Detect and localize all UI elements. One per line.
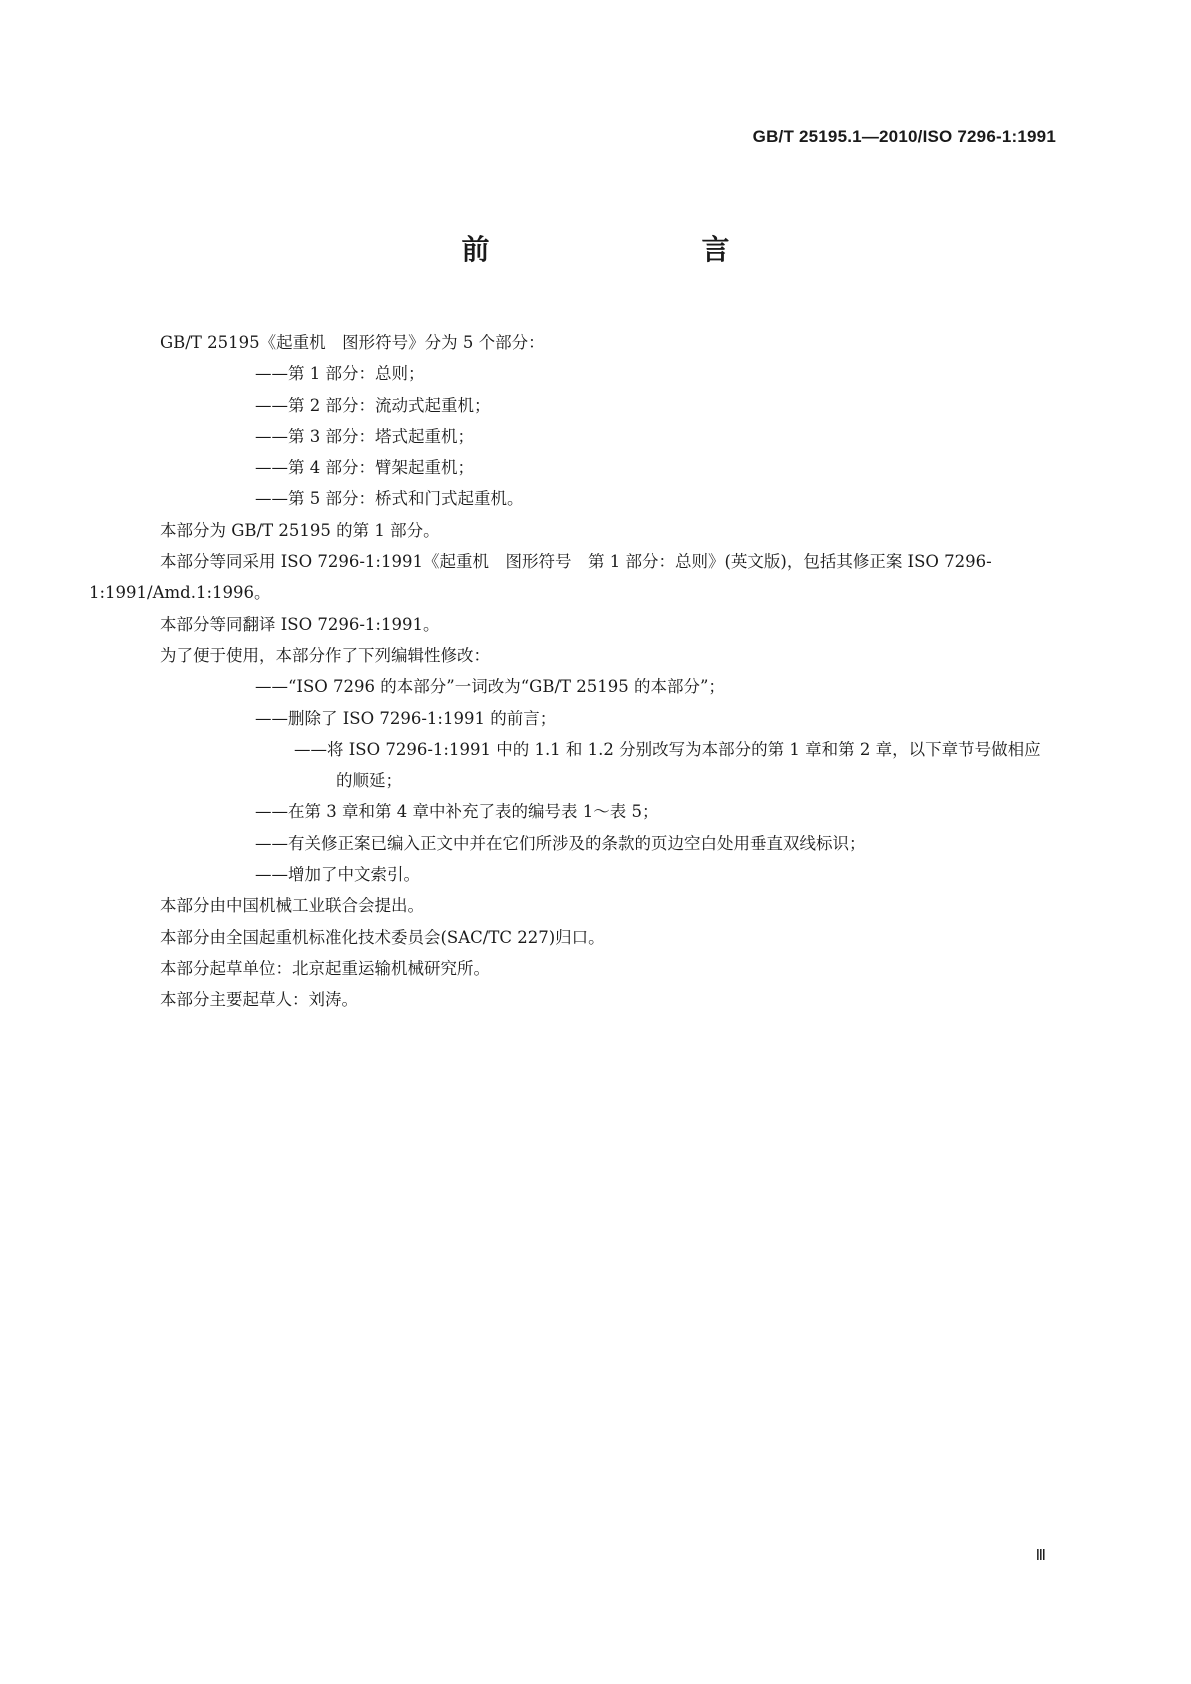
list-item-change-amendments: ——有关修正案已编入正文中并在它们所涉及的条款的页边空白处用垂直双线标识； — [255, 833, 866, 853]
document-id-header: GB/T 25195.1—2010/ISO 7296-1:1991 — [752, 127, 1056, 146]
list-item-change-term: ——“ISO 7296 的本部分”一词改为“GB/T 25195 的本部分”； — [255, 677, 725, 697]
paragraph-adoption: 本部分等同采用 ISO 7296-1:1991《起重机 图形符号 第 1 部分：总则》(英文版)，包括其修正案 ISO 7296-1:1991/Amd.1:1996。 — [89, 552, 992, 603]
list-item-change-clauses: ——将 ISO 7296-1:1991 中的 1.1 和 1.2 分别改写为本部分的第 1 章和第 2 章，以下章节号做相应的顺延； — [294, 739, 1041, 791]
paragraph-drafting-unit: 本部分起草单位：北京起重运输机械研究所。 — [160, 958, 490, 978]
paragraph-managed-by: 本部分由全国起重机标准化技术委员会(SAC/TC 227)归口。 — [160, 927, 605, 947]
list-item-part-5: ——第 5 部分：桥式和门式起重机。 — [255, 489, 524, 509]
paragraph-translation: 本部分等同翻译 ISO 7296-1:1991。 — [160, 614, 440, 634]
page-number: Ⅲ — [1035, 1546, 1045, 1564]
paragraph-drafter: 本部分主要起草人：刘涛。 — [160, 990, 358, 1010]
list-item-part-3: ——第 3 部分：塔式起重机； — [255, 426, 474, 446]
list-item-part-2: ——第 2 部分：流动式起重机； — [255, 395, 491, 415]
list-item-change-foreword: ——删除了 ISO 7296-1:1991 的前言； — [255, 708, 557, 728]
page-title: 前 言 — [461, 233, 782, 266]
paragraph-parts-intro: GB/T 25195《起重机 图形符号》分为 5 个部分： — [160, 333, 545, 352]
paragraph-this-part: 本部分为 GB/T 25195 的第 1 部分。 — [160, 520, 440, 540]
list-item-part-4: ——第 4 部分：臂架起重机； — [255, 458, 474, 478]
list-item-part-1: ——第 1 部分：总则； — [255, 364, 425, 384]
paragraph-proposed-by: 本部分由中国机械工业联合会提出。 — [160, 896, 424, 916]
list-item-change-tables: ——在第 3 章和第 4 章中补充了表的编号表 1～表 5； — [255, 802, 659, 822]
list-item-change-index: ——增加了中文索引。 — [255, 865, 420, 885]
paragraph-editorial-changes: 为了便于使用，本部分作了下列编辑性修改： — [160, 645, 490, 665]
foreword-body — [89, 327, 1055, 1016]
